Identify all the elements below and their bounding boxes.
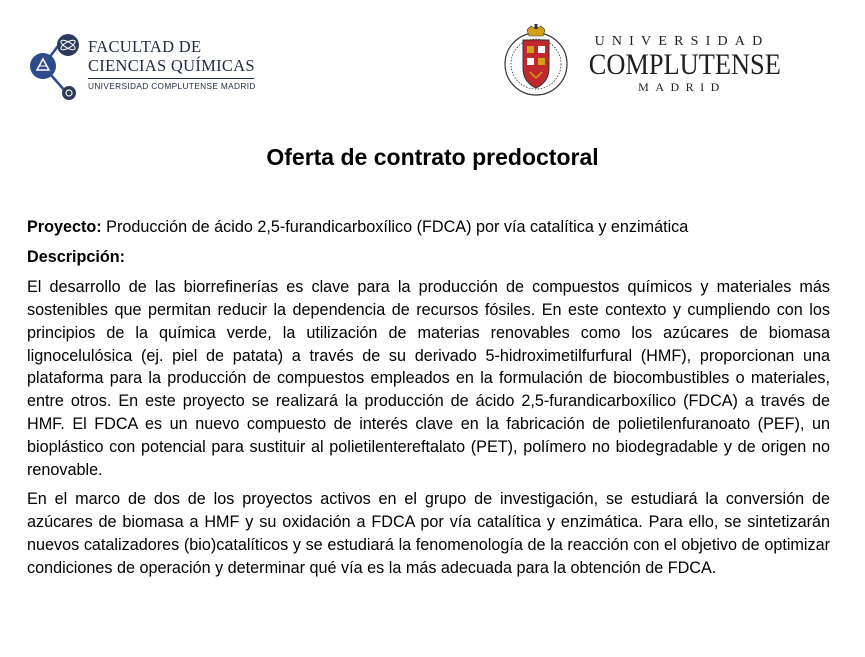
university-line3: MADRID <box>638 80 726 94</box>
faculty-molecule-logo-icon <box>28 30 88 100</box>
project-label: Proyecto: <box>27 218 102 236</box>
faculty-wordmark <box>88 37 255 91</box>
page-title: Oferta de contrato predoctoral <box>266 144 599 170</box>
document-body <box>27 216 830 586</box>
university-line1: UNIVERSIDAD <box>594 34 770 49</box>
faculty-name-line2: CIENCIAS QUÍMICAS <box>88 56 255 75</box>
description-row <box>27 246 830 269</box>
project-row <box>27 216 830 239</box>
university-seal-icon <box>503 24 569 100</box>
description-label: Descripción: <box>27 247 126 266</box>
project-value: Producción de ácido 2,5-furandicarboxílico (FDCA) por vía catalítica y enzimática <box>106 218 689 236</box>
faculty-university-line: UNIVERSIDAD COMPLUTENSE MADRID <box>88 78 254 91</box>
description-paragraph: El desarrollo de las biorrefinerías es clave para la producción de compuestos químicos y materiales más sostenibles que permitan reducir la dependencia de recursos fósiles. En este contexto y cumpliendo con los principios de la química verde, la utilización de materias renovables como los azúcares de biomasa lignocelulósica (ej. piel de patata) a través de su derivado 5-hidroximetilfurfural (HMF), proporcionan una plataforma para la producción de compuestos empleados en la formulación de biocombustibles o materiales, entre otros. En este proyecto se realizará la producción de ácido 2,5-furandicarboxílico (FDCA) a través de HMF. El FDCA es un nuevo compuesto de interés clave en la fabricación de polietilenfuranoato (PEF), un bioplástico con potencial para sustituir al polietilentereftalato (PET), polímero no biodegradable y de origen no renovable. <box>27 277 830 480</box>
faculty-name-line1: FACULTAD DE <box>88 37 202 56</box>
document-header <box>0 0 865 110</box>
description-paragraph: En el marco de dos de los proyectos activos en el grupo de investigación, se estudiará la conversión de azúcares de biomasa a HMF y su oxidación a FDCA por vía catalítica y enzimática. Para ello, se sintetizarán nuevos catalizadores (bio)catalíticos y se estudiará la fenomenología de la reacción con el objetivo de optimizar condiciones de operación y determinar qué vía es la más adecuada para la obtención de FDCA. <box>27 489 830 577</box>
university-wordmark <box>576 34 788 94</box>
university-line2: COMPLUTENSE <box>588 48 781 81</box>
